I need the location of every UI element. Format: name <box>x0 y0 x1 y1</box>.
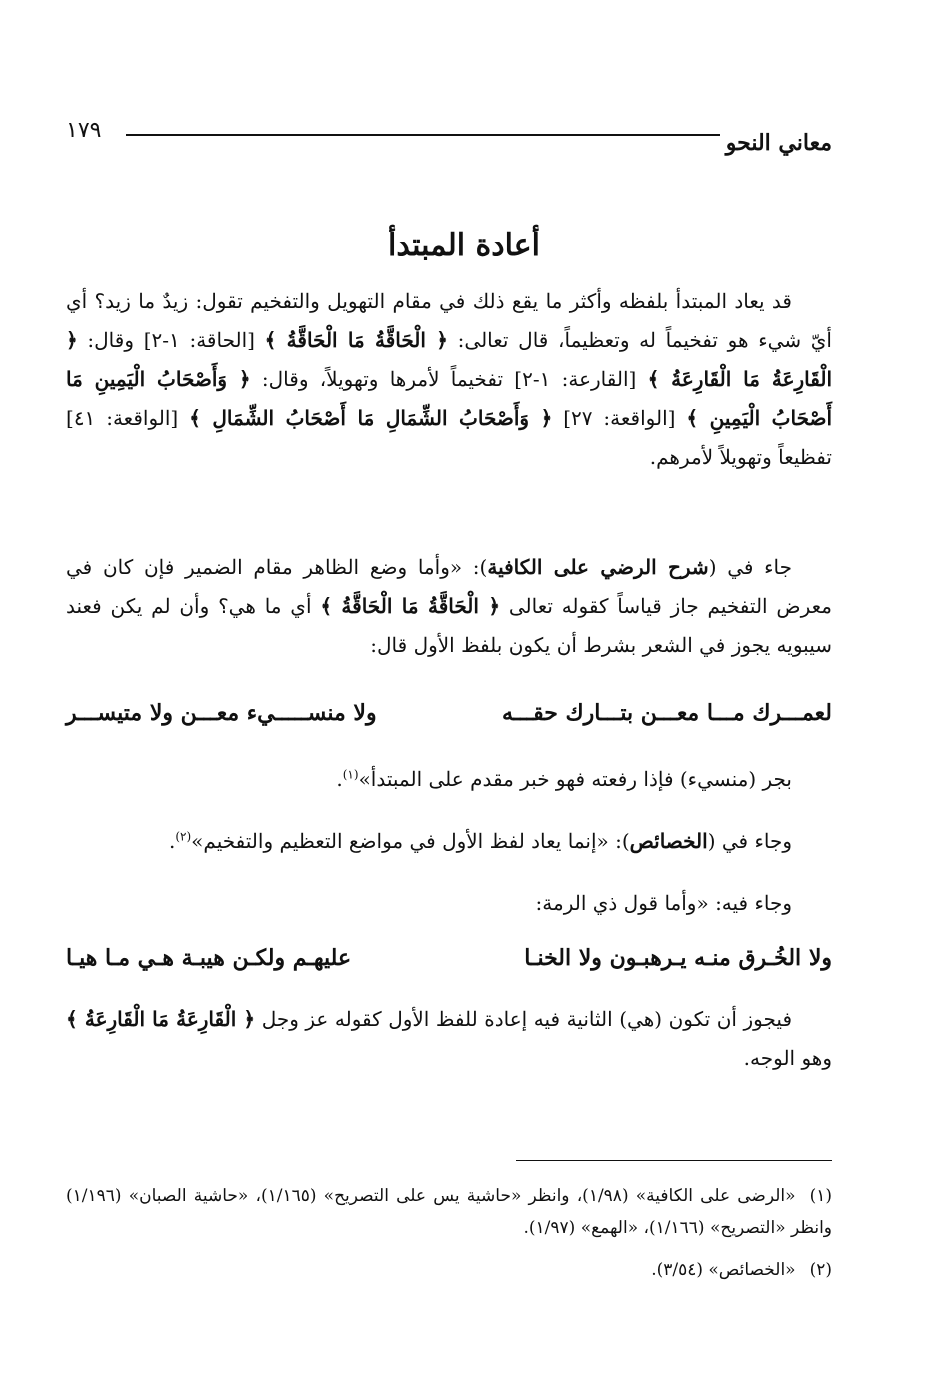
footnote-1-text: «الرضى على الكافية» (١/٩٨)، وانظر «حاشية يس على التصريح» (١/١٦٥)، «حاشية الصبان» (١/١٩٦) وانظر «التصريح» (١/١٦٦)، «الهمع» (١/٩٧). <box>66 1186 832 1238</box>
page-number: ١٧٩ <box>66 118 102 143</box>
p2-text-2: ): «وأما وضع الظاهر مقام الضمير فإن كان في معرض التفخيم جاز قياساً كقوله تعالى <box>66 555 832 618</box>
p3-end: . <box>336 767 343 791</box>
p2-text-1: جاء في ( <box>708 555 793 579</box>
paragraph-6 <box>66 1000 832 1078</box>
poetry-verse-2 <box>66 945 832 985</box>
header-rule <box>126 134 720 136</box>
quran-quote-1: ﴿ الْحَاقَّةُ مَا الْحَاقَّةُ ﴾ <box>264 328 448 352</box>
quran-quote-3: ﴿ وَأَصْحَابُ الْيَمِينِ مَا أَصْحَابُ الْيَمِينِ ﴾ <box>66 367 833 430</box>
p2-text-3: أي ما هي؟ وأن لم يكن فعند سيبويه يجوز في الشعر بشرط أن يكون بلفظ الأول قال: <box>66 594 832 657</box>
p1-text-5: [الواقعة: ٤١] تفظيعاً وتهويلاً لأمرهم. <box>66 406 832 469</box>
p1-text-2: [الحاقة: ١-٢] وقال: <box>77 328 265 352</box>
quran-quote-6: ﴿ الْقَارِعَةُ مَا الْقَارِعَةُ ﴾ <box>66 1007 256 1031</box>
paragraph-2 <box>66 548 832 665</box>
footnote-ref-1: (١) <box>342 767 359 782</box>
p4-end: . <box>168 829 176 853</box>
paragraph-5: وجاء فيه: «وأما قول ذي الرمة: <box>535 891 792 915</box>
p4-text-1: وجاء في ( <box>707 829 792 853</box>
book-ref-khasais: الخصائص <box>629 829 708 853</box>
p1-text-1: قد يعاد المبتدأ بلفظه وأكثر ما يقع ذلك في مقام التهويل والتفخيم تقول: زيدٌ ما زيد؟ أي أيّ شيء هو تفخيماً له وتعظيماً، قال تعالى: <box>66 289 832 352</box>
quran-quote-2: ﴿ الْقَارِعَةُ مَا الْقَارِعَةُ ﴾ <box>66 328 833 391</box>
section-heading: أعادة المبتدأ <box>388 228 540 263</box>
p1-text-3: [القارعة: ١-٢] تفخيماً لأمرها وتهويلاً، وقال: <box>250 367 648 391</box>
running-head <box>66 118 832 158</box>
verse-1-hemistich-2: ولا منســـــيء معـــن ولا متيســـر <box>66 700 377 726</box>
quran-quote-4: ﴿ وَأَصْحَابُ الشِّمَالِ مَا أَصْحَابُ الشِّمَالِ ﴾ <box>189 406 553 430</box>
paragraph-3 <box>66 760 832 799</box>
footnote-ref-2: (٢) <box>175 829 192 844</box>
p3-text: بجر (منسيء) فإذا رفعته فهو خبر مقدم على المبتدأ» <box>358 767 792 791</box>
footnote-2-text: «الخصائص» (٣/٥٤). <box>651 1260 796 1280</box>
p6-text-1: فيجوز أن تكون (هي) الثانية فيه إعادة للفظ الأول كقوله عز وجل <box>255 1007 793 1031</box>
footnote-1-number: (١) <box>809 1186 832 1206</box>
paragraph-4 <box>66 822 832 861</box>
quran-quote-5: ﴿ الْحَاقَّةُ مَا الْحَاقَّةُ ﴾ <box>320 594 501 618</box>
poetry-verse-1 <box>66 700 832 740</box>
paragraph-1 <box>66 282 832 477</box>
verse-1-hemistich-1: لعمـــرك مـــا معـــن بتـــارك حقـــه <box>502 700 832 726</box>
footnote-separator <box>516 1160 832 1161</box>
verse-2-hemistich-1: ولا الخُـرق منـه يـرهبـون ولا الخنـا <box>524 945 832 971</box>
footnote-1 <box>66 1180 832 1244</box>
book-title: معاني النحو <box>725 130 832 156</box>
footnote-2-number: (٢) <box>809 1260 832 1280</box>
p4-text-2: ): «إنما يعاد لفظ الأول في مواضع التعظيم والتفخيم» <box>191 829 630 853</box>
p6-text-2: وهو الوجه. <box>743 1046 832 1070</box>
p1-text-4: [الواقعة: ٢٧] <box>552 406 687 430</box>
verse-2-hemistich-2: عليهـم ولكـن هيبـة هـي مـا هيـا <box>66 945 352 971</box>
footnote-2 <box>66 1254 832 1286</box>
book-ref-radi: شرح الرضي على الكافية <box>487 555 709 579</box>
